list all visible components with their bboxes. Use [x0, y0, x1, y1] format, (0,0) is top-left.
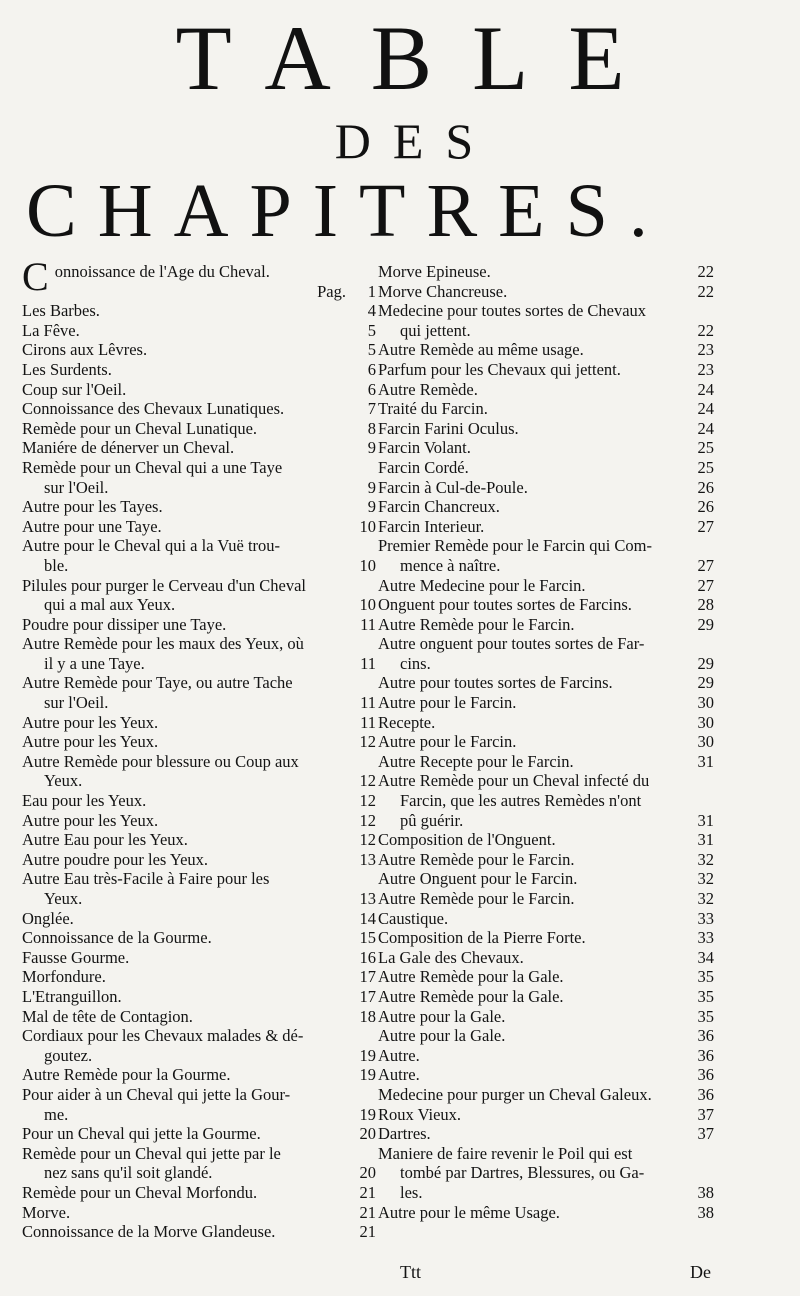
- toc-entry-title: Connoissance de la Gourme.: [22, 928, 212, 948]
- toc-entry: [22, 1026, 376, 1065]
- toc-entry: [378, 282, 714, 302]
- toc-entry: [22, 517, 376, 537]
- toc-entry: [22, 438, 376, 458]
- toc-page-number: 36: [697, 1065, 714, 1085]
- toc-page-number: 21: [359, 1222, 376, 1242]
- toc-entry-continuation: me.: [44, 1104, 69, 1124]
- toc-entry-title: Morve Chancreuse.: [378, 281, 508, 301]
- toc-page-number: 11: [360, 693, 376, 713]
- toc-entry: [378, 1007, 714, 1027]
- toc-entry-title: Autre.: [378, 1065, 420, 1085]
- toc-entry: [22, 869, 376, 908]
- toc-entry-title: Cordiaux pour les Chevaux malades & dé-: [22, 1026, 304, 1046]
- toc-entry: [378, 771, 714, 830]
- toc-entry: [22, 752, 376, 791]
- toc-entry-continuation: sur l'Oeil.: [44, 693, 109, 713]
- toc-page-number: 9: [367, 438, 376, 458]
- toc-page-number: 27: [697, 575, 714, 595]
- toc-entry: [22, 321, 376, 341]
- toc-page-number: 31: [697, 830, 714, 850]
- toc-page-number: 24: [697, 379, 714, 399]
- toc-entry-title: Onguent pour toutes sortes de Farcins.: [378, 595, 632, 615]
- toc-page-number: 5: [367, 340, 376, 360]
- toc-page-number: 22: [697, 320, 714, 340]
- toc-entry: [378, 1105, 714, 1125]
- toc-entry: [378, 340, 714, 360]
- toc-page-number: 28: [697, 595, 714, 615]
- toc-entry: [22, 1144, 376, 1183]
- toc-entry-title: Farcin à Cul-de-Poule.: [378, 477, 528, 497]
- toc-entry: [378, 419, 714, 439]
- toc-entry: [22, 909, 376, 929]
- title-line-3: CHAPITRES.: [26, 169, 669, 253]
- toc-entry-continuation: Yeux.: [44, 771, 83, 791]
- toc-page-number: 25: [697, 438, 714, 458]
- toc-entry: [378, 1085, 714, 1105]
- toc-entry: [22, 1085, 376, 1124]
- toc-entry: [378, 909, 714, 929]
- toc-entry-title: Connoissance de l'Age du Cheval.: [22, 254, 270, 299]
- toc-page-number: 11: [360, 653, 376, 673]
- toc-entry: [378, 517, 714, 537]
- toc-entry-title: Cirons aux Lêvres.: [22, 340, 148, 360]
- toc-entry-continuation: qui jettent.: [400, 320, 471, 340]
- toc-entry: [22, 928, 376, 948]
- toc-page-number: 32: [697, 869, 714, 889]
- toc-entry-title: Coup sur l'Oeil.: [22, 379, 127, 399]
- toc-entry: [22, 1222, 376, 1242]
- toc-entry-continuation: ble.: [44, 555, 69, 575]
- toc-entry-title: La Gale des Chevaux.: [378, 947, 524, 967]
- toc-entry-title: Autre Eau très-Facile à Faire pour les: [22, 869, 270, 889]
- toc-page-number: 35: [697, 986, 714, 1006]
- toc-page-number: 18: [359, 1006, 376, 1026]
- toc-entry-title: Pour aider à un Cheval qui jette la Gour-: [22, 1084, 291, 1104]
- toc-entry: [22, 458, 376, 497]
- toc-entry: [22, 1007, 376, 1027]
- toc-entry-title: Farcin Interieur.: [378, 516, 485, 536]
- toc-entry: [378, 576, 714, 596]
- toc-entry-title: Autre Remède.: [378, 379, 478, 399]
- toc-entry-continuation: qui a mal aux Yeux.: [44, 595, 176, 615]
- toc-entry: [378, 262, 714, 282]
- toc-page-number: 12: [359, 771, 376, 791]
- toc-entry-title: Dartres.: [378, 1124, 431, 1144]
- toc-page-number: 7: [367, 399, 376, 419]
- toc-entry-title: Autre onguent pour toutes sortes de Far-: [378, 634, 645, 654]
- toc-entry-continuation: pû guérir.: [400, 810, 464, 830]
- title-line-1: TABLE: [175, 7, 665, 109]
- toc-page-number: 17: [359, 986, 376, 1006]
- toc-entry: [378, 948, 714, 968]
- toc-entry-title: Medecine pour purger un Cheval Galeux.: [378, 1084, 652, 1104]
- toc-entry: [378, 1144, 714, 1203]
- toc-page-number: 32: [697, 889, 714, 908]
- toc-entry-title: Morve Epineuse.: [378, 262, 491, 281]
- toc-entry-title: Autre pour le Farcin.: [378, 732, 517, 752]
- toc-page-number: 15: [359, 928, 376, 948]
- toc-entry: [378, 497, 714, 517]
- toc-entry: [378, 1065, 714, 1085]
- toc-page-number: 26: [697, 477, 714, 497]
- toc-entry-continuation: sur l'Oeil.: [44, 477, 109, 497]
- toc-entry: [22, 791, 376, 811]
- toc-entry: [378, 595, 714, 615]
- toc-entry: [378, 869, 714, 889]
- toc-entry-title: Remède pour un Cheval Morfondu.: [22, 1182, 258, 1202]
- toc-page-number: 34: [697, 947, 714, 967]
- toc-entry-title: Autre pour le même Usage.: [378, 1202, 560, 1222]
- toc-entry-title: Premier Remède pour le Farcin qui Com-: [378, 536, 653, 556]
- toc-entry: [22, 536, 376, 575]
- toc-entry-title: Autre Recepte pour le Farcin.: [378, 751, 574, 771]
- toc-page-number: 24: [697, 399, 714, 419]
- toc-page-number: 10: [359, 516, 376, 536]
- toc-entry-title: Autre pour les Yeux.: [22, 712, 159, 732]
- toc-entry-title: Farcin Cordé.: [378, 457, 469, 477]
- toc-page-number: 31: [697, 810, 714, 830]
- toc-page-number: 21: [359, 1202, 376, 1222]
- toc-page-number: 11: [360, 712, 376, 732]
- toc-page-number: 37: [697, 1104, 714, 1124]
- toc-page-number: 19: [359, 1065, 376, 1085]
- toc-entry-title: Autre Remède pour le Farcin.: [378, 614, 575, 634]
- toc-page-number: 9: [367, 497, 376, 517]
- toc-entry: [22, 576, 376, 615]
- toc-page-number: 20: [359, 1124, 376, 1144]
- toc-entry-title: Autre pour le Farcin.: [378, 693, 517, 713]
- toc-page-number: 22: [697, 262, 714, 281]
- toc-entry: [378, 1026, 714, 1046]
- toc-entry-title: La Fêve.: [22, 320, 80, 340]
- toc-page-number: 21: [359, 1182, 376, 1202]
- toc-entry: [378, 830, 714, 850]
- toc-page-number: 35: [697, 967, 714, 987]
- toc-entry: [22, 811, 376, 831]
- toc-entry: [22, 1183, 376, 1203]
- toc-entry-title: Connoissance de la Morve Glandeuse.: [22, 1222, 276, 1242]
- toc-page-number: 38: [697, 1182, 714, 1202]
- toc-entry-title: Poudre pour dissiper une Taye.: [22, 614, 227, 634]
- toc-entry-continuation: il y a une Taye.: [44, 653, 145, 673]
- toc-page-number: 36: [697, 1045, 714, 1065]
- toc-entry: [378, 634, 714, 673]
- toc-entry-title: Composition de l'Onguent.: [378, 830, 556, 850]
- toc-page-number: 30: [697, 732, 714, 752]
- toc-entry: [22, 732, 376, 752]
- toc-entry: [378, 399, 714, 419]
- toc-entry-title: Mal de tête de Contagion.: [22, 1006, 193, 1026]
- toc-entry: [378, 713, 714, 733]
- toc-page-number: 13: [359, 889, 376, 908]
- toc-entry-title: Farcin Volant.: [378, 438, 471, 458]
- toc-entry-title: Roux Vieux.: [378, 1104, 462, 1124]
- toc-entry-title: Autre pour les Tayes.: [22, 497, 163, 517]
- toc-entry-title: Eau pour les Yeux.: [22, 791, 147, 811]
- toc-entry-title: Maniére de dénerver un Cheval.: [22, 438, 235, 458]
- toc-page-number: 14: [359, 908, 376, 928]
- toc-entry-title: Autre pour la Gale.: [378, 1026, 506, 1046]
- toc-entry-title: Farcin Farini Oculus.: [378, 418, 519, 438]
- toc-entry-title: Onglée.: [22, 908, 74, 928]
- toc-entry-title: Autre pour le Cheval qui a la Vuë trou-: [22, 536, 281, 556]
- toc-page-number: 6: [367, 379, 376, 399]
- toc-page-number: 17: [359, 967, 376, 987]
- toc-page-number: 10: [359, 555, 376, 575]
- toc-page-number: 6: [367, 359, 376, 379]
- toc-entry: [378, 850, 714, 870]
- toc-page-number: 31: [697, 751, 714, 771]
- toc-page-number: 9: [367, 477, 376, 497]
- toc-entry-continuation: Yeux.: [44, 889, 83, 908]
- toc-entry-title: Remède pour un Cheval qui jette par le: [22, 1143, 281, 1163]
- toc-page-number: 10: [359, 595, 376, 615]
- toc-entry-title: Morve.: [22, 1202, 71, 1222]
- toc-page-number: 12: [359, 830, 376, 850]
- toc-entry-title: Autre Remède pour le Farcin.: [378, 889, 575, 908]
- toc-page-number: 37: [697, 1124, 714, 1144]
- title-line-2: DES: [334, 113, 496, 169]
- toc-entry-title: Autre Remède pour le Farcin.: [378, 849, 575, 869]
- toc-entry-continuation: Farcin, que les autres Remèdes n'ont: [400, 791, 642, 811]
- toc-entry-title: Connoissance des Chevaux Lunatiques.: [22, 399, 285, 419]
- toc-entry-title: Composition de la Pierre Forte.: [378, 928, 586, 948]
- toc-page-number: 12: [359, 732, 376, 752]
- toc-entry-continuation: mence à naître.: [400, 555, 501, 575]
- toc-entry-title: Autre pour toutes sortes de Farcins.: [378, 673, 613, 693]
- toc-entry: [378, 967, 714, 987]
- toc-entry-title: Les Surdents.: [22, 359, 112, 379]
- toc-entry-title: Autre Onguent pour le Farcin.: [378, 869, 578, 889]
- toc-entry: [22, 254, 376, 301]
- toc-entry: [22, 634, 376, 673]
- toc-entry-title: Maniere de faire revenir le Poil qui est: [378, 1143, 633, 1163]
- toc-page-number: 12: [359, 810, 376, 830]
- toc-entry-title: Pilules pour purger le Cerveau d'un Cheval: [22, 575, 307, 595]
- toc-entry-title: Autre Remède pour blessure ou Coup aux: [22, 751, 299, 771]
- toc-entry: [378, 438, 714, 458]
- toc-entry: [378, 752, 714, 772]
- toc-entry-title: Farcin Chancreux.: [378, 497, 500, 517]
- toc-page-number: 30: [697, 712, 714, 732]
- toc-entry: [378, 1046, 714, 1066]
- toc-entry: [22, 419, 376, 439]
- toc-entry-title: Autre Remède pour les maux des Yeux, où: [22, 634, 304, 654]
- toc-page-number: 26: [697, 497, 714, 517]
- toc-page-number: 35: [697, 1006, 714, 1026]
- toc-page-number: 19: [359, 1104, 376, 1124]
- toc-entry: [22, 1124, 376, 1144]
- toc-entry: [378, 360, 714, 380]
- toc-entry-title: Morfondure.: [22, 967, 106, 987]
- toc-entry: [22, 615, 376, 635]
- catchword: De: [690, 1262, 711, 1282]
- toc-entry-title: Parfum pour les Chevaux qui jettent.: [378, 359, 621, 379]
- toc-page-number: 25: [697, 457, 714, 477]
- toc-entry: [22, 399, 376, 419]
- toc-entry-title: Autre Remède pour la Gourme.: [22, 1065, 231, 1085]
- toc-page-number: 36: [697, 1084, 714, 1104]
- toc-entry-title: Autre Remède pour la Gale.: [378, 986, 564, 1006]
- toc-entry: [378, 928, 714, 948]
- toc-entry: [22, 987, 376, 1007]
- toc-entry: [378, 987, 714, 1007]
- toc-page-number: 8: [367, 418, 376, 438]
- toc-entry-title: Autre.: [378, 1045, 420, 1065]
- toc-entry-title: Autre Remède pour Taye, ou autre Tache: [22, 673, 293, 693]
- toc-entry: [378, 478, 714, 498]
- toc-page-number: 23: [697, 359, 714, 379]
- toc-page-number: 24: [697, 418, 714, 438]
- toc-entry: [22, 1203, 376, 1223]
- toc-entry: [378, 301, 714, 340]
- toc-page-number: 1: [367, 281, 376, 301]
- toc-page-number: 27: [697, 516, 714, 536]
- toc-entry: [378, 732, 714, 752]
- toc-entry-title: Remède pour un Cheval Lunatique.: [22, 418, 258, 438]
- toc-entry: [378, 458, 714, 478]
- toc-page-number: 29: [697, 653, 714, 673]
- toc-page-number: 13: [359, 849, 376, 869]
- left-column: [22, 254, 376, 1242]
- toc-page-number: 36: [697, 1026, 714, 1046]
- toc-entry-title: L'Etranguillon.: [22, 986, 122, 1006]
- toc-entry-title: Caustique.: [378, 908, 449, 928]
- toc-page-number: 19: [359, 1045, 376, 1065]
- toc-entry-title: Autre pour les Yeux.: [22, 732, 159, 752]
- toc-entry: [378, 889, 714, 909]
- toc-page-number: 29: [697, 673, 714, 693]
- toc-entry: [22, 497, 376, 517]
- toc-entry-title: Autre pour une Taye.: [22, 516, 162, 536]
- toc-entry: [378, 1124, 714, 1144]
- toc-entry: [378, 380, 714, 400]
- toc-entry: [378, 693, 714, 713]
- toc-entry-title: Les Barbes.: [22, 301, 100, 321]
- toc-page-number: 16: [359, 947, 376, 967]
- toc-page-number: 22: [697, 281, 714, 301]
- toc-entry-title: Traité du Farcin.: [378, 399, 488, 419]
- toc-entry-title: Autre poudre pour les Yeux.: [22, 849, 209, 869]
- toc-page-number: 12: [359, 791, 376, 811]
- toc-entry: [22, 340, 376, 360]
- toc-entry: [22, 967, 376, 987]
- toc-entry: [22, 850, 376, 870]
- toc-entry: [378, 615, 714, 635]
- toc-entry-continuation: Pag.: [317, 281, 346, 301]
- toc-page-number: 27: [697, 555, 714, 575]
- toc-entry-continuation: les.: [400, 1182, 423, 1202]
- toc-entry: [22, 830, 376, 850]
- toc-entry: [378, 536, 714, 575]
- toc-page-number: 5: [367, 320, 376, 340]
- toc-page-number: 38: [697, 1202, 714, 1222]
- toc-entry-title: Remède pour un Cheval qui a une Taye: [22, 457, 283, 477]
- toc-page-number: 30: [697, 693, 714, 713]
- toc-page-number: 11: [360, 614, 376, 634]
- toc-entry: [378, 673, 714, 693]
- toc-page-number: 33: [697, 928, 714, 948]
- toc-page-number: 20: [359, 1163, 376, 1183]
- toc-entry: [22, 673, 376, 712]
- right-column: [378, 262, 714, 1222]
- toc-entry-title: Autre Medecine pour le Farcin.: [378, 575, 586, 595]
- toc-entry-title: Fausse Gourme.: [22, 947, 130, 967]
- toc-entry-title: Autre Eau pour les Yeux.: [22, 830, 188, 850]
- toc-page-number: 23: [697, 340, 714, 360]
- toc-entry-title: Autre Remède pour un Cheval infecté du: [378, 771, 650, 791]
- toc-entry-continuation: goutez.: [44, 1045, 93, 1065]
- toc-page-number: 4: [367, 301, 376, 321]
- toc-entry-title: Recepte.: [378, 712, 436, 732]
- toc-entry-continuation: cins.: [400, 653, 431, 673]
- toc-page-number: 32: [697, 849, 714, 869]
- toc-entry-title: Medecine pour toutes sortes de Chevaux: [378, 301, 647, 321]
- toc-entry-title: Autre pour la Gale.: [378, 1006, 506, 1026]
- toc-entry: [22, 380, 376, 400]
- toc-entry-continuation: tombé par Dartres, Blessures, ou Ga-: [400, 1163, 645, 1183]
- toc-entry: [22, 1065, 376, 1085]
- toc-entry-title: Autre Remède pour la Gale.: [378, 967, 564, 987]
- signature-mark: Ttt: [400, 1262, 421, 1282]
- toc-entry: [22, 713, 376, 733]
- toc-entry-title: Autre pour les Yeux.: [22, 810, 159, 830]
- toc-entry: [22, 301, 376, 321]
- toc-entry: [22, 948, 376, 968]
- toc-page-number: 29: [697, 614, 714, 634]
- toc-entry: [22, 360, 376, 380]
- toc-entry-title: Pour un Cheval qui jette la Gourme.: [22, 1124, 261, 1144]
- toc-entry-title: Autre Remède au même usage.: [378, 340, 584, 360]
- toc-page-number: 33: [697, 908, 714, 928]
- toc-entry: [378, 1203, 714, 1223]
- toc-entry-continuation: nez sans qu'il soit glandé.: [44, 1163, 213, 1183]
